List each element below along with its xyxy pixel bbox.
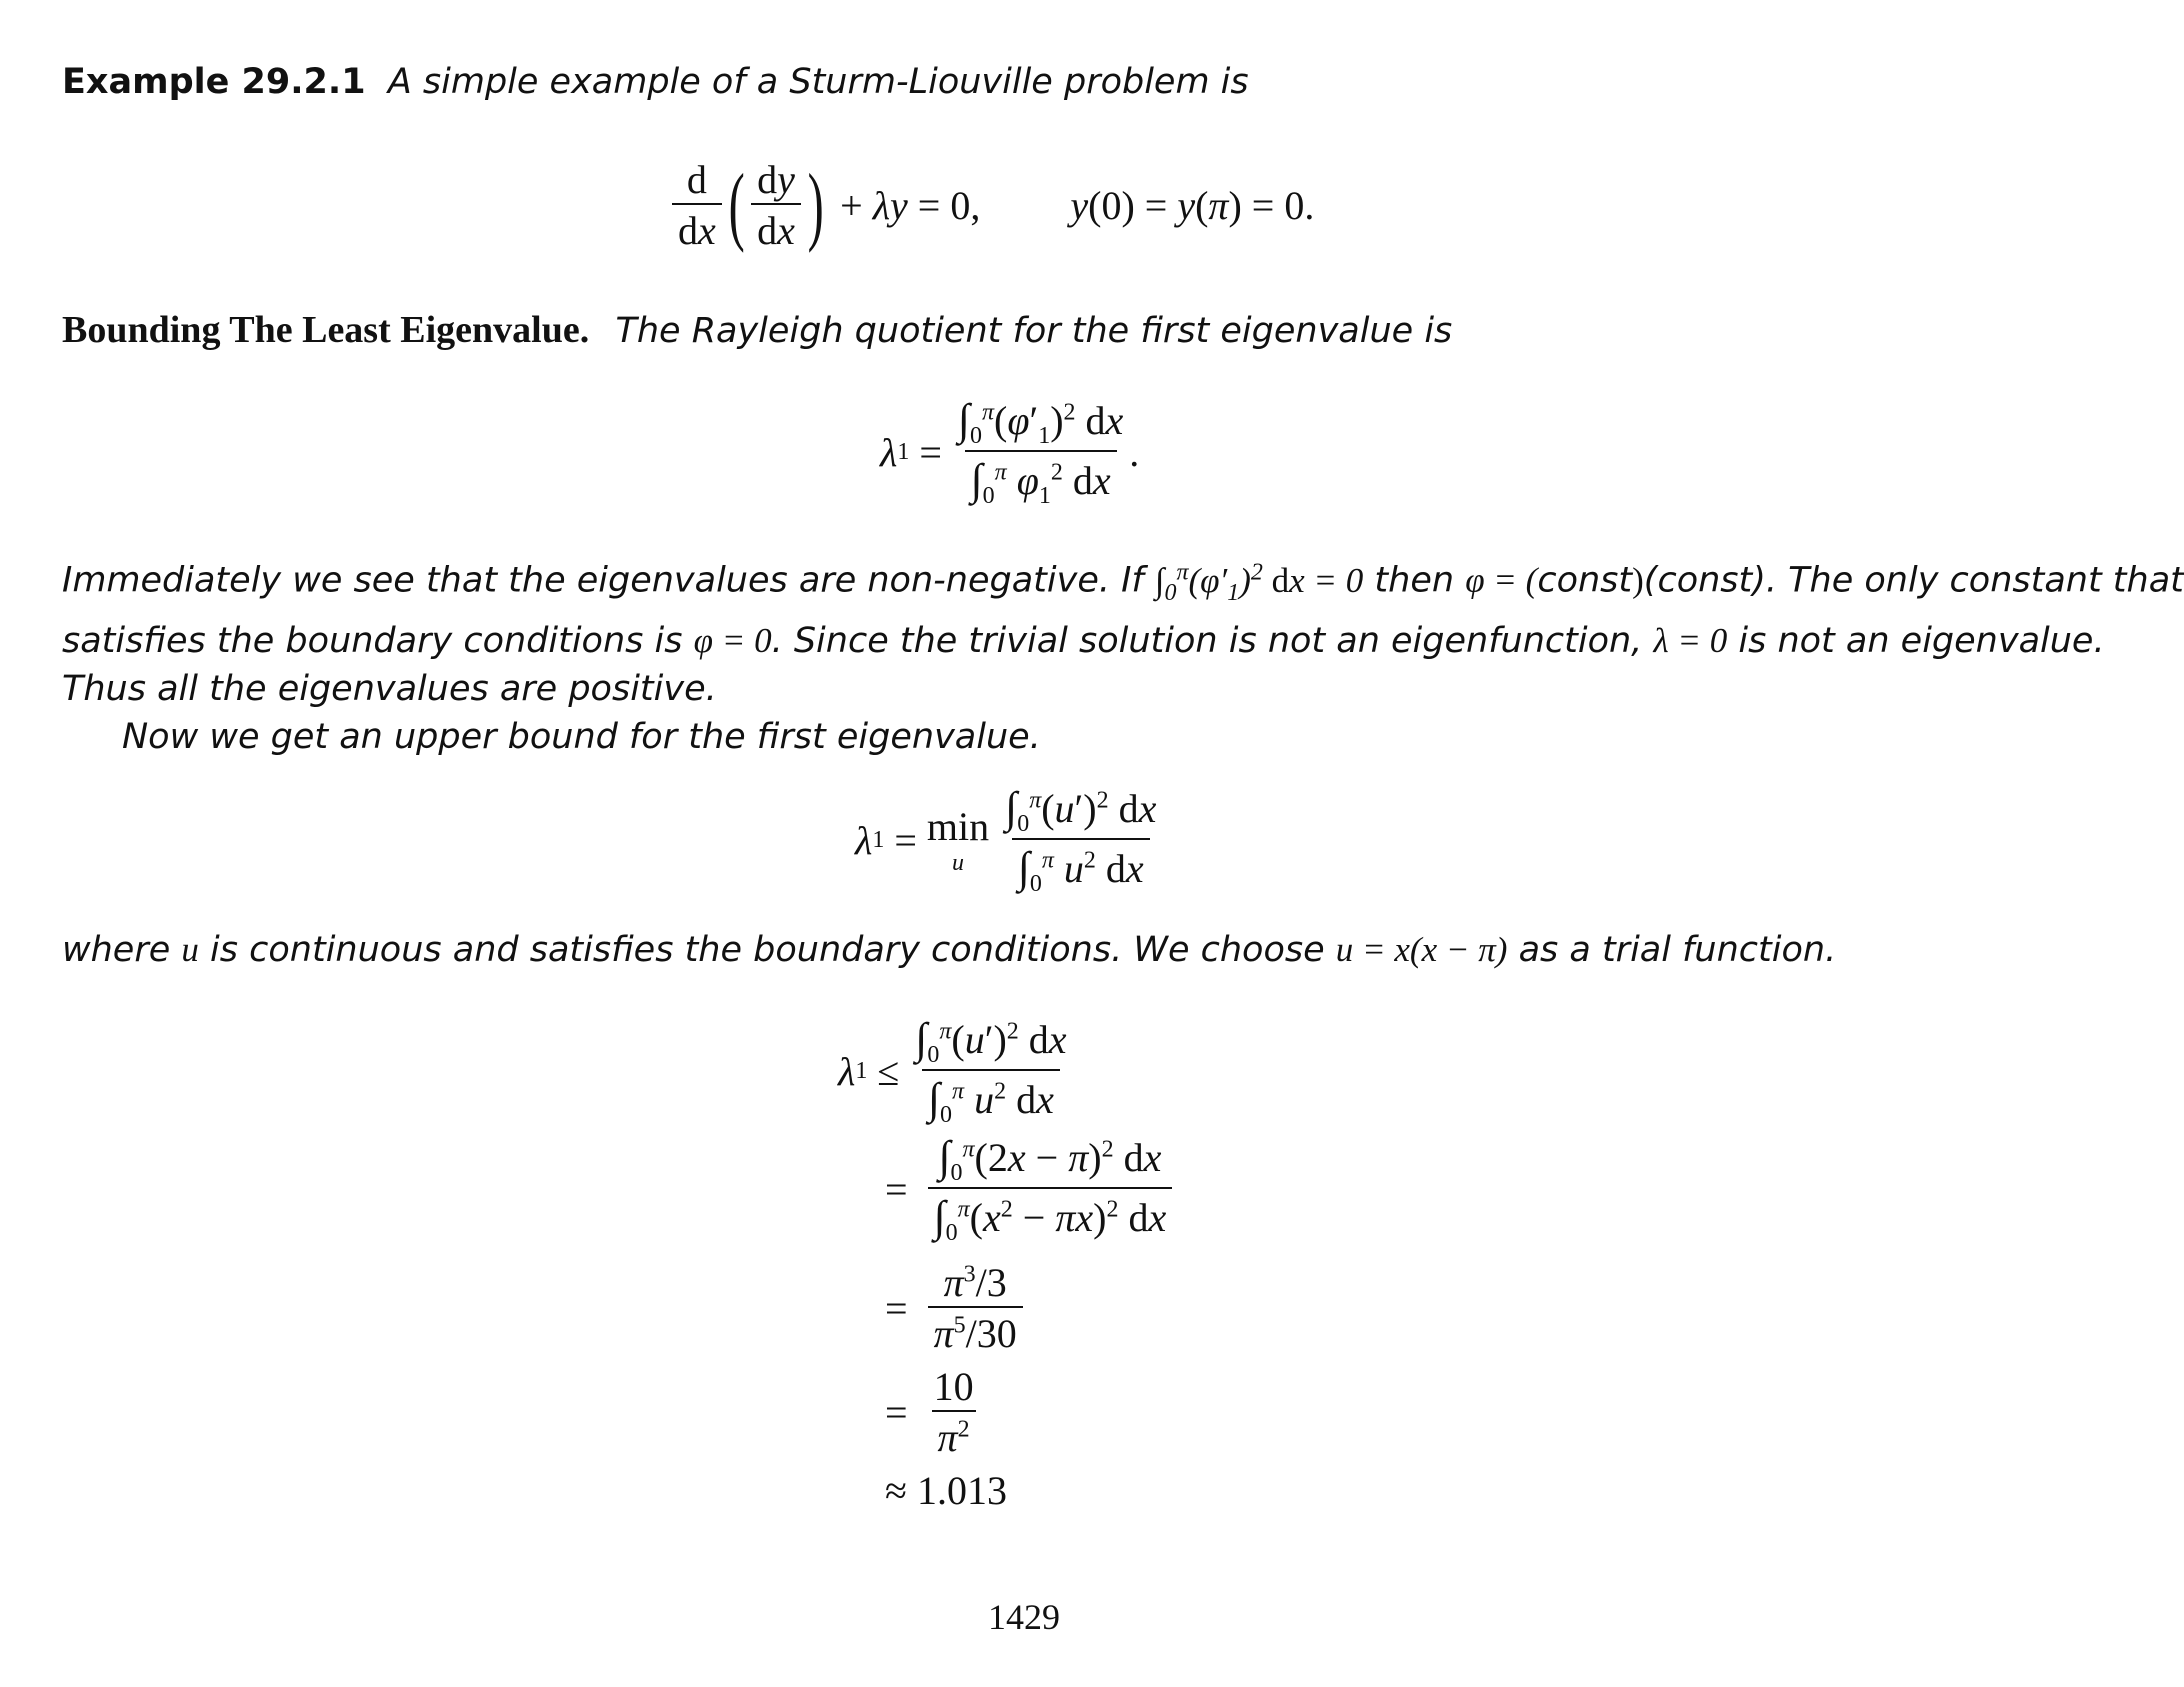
boundary-conditions: y(0) = y(π) = 0.	[1070, 182, 1315, 228]
derivation-step-3: = $\frac{\pi^3/3}{\pi^5/30}$	[885, 1258, 1023, 1358]
equation-min-quotient: λ 1 = min u $\frac{\int_0^\pi(u')^2 dx}{\int_0^\pi u^2 dx}$	[855, 783, 1157, 897]
derivation-step-4: = $\frac{10}{\pi^2}$	[885, 1362, 980, 1462]
example-label: Example 29.2.1	[62, 62, 366, 102]
example-intro-text: A simple example of a Sturm-Liouville problem is	[387, 62, 1249, 102]
equation-rayleigh-quotient: λ 1 = $\frac{\int_0^\pi(\varphi'_1)^2 dx}{\int_0^\pi \varphi_1^2 dx}$ .	[880, 395, 1140, 509]
frac-d-dx: $\frac{d}{dx}$	[672, 156, 722, 254]
derivation-step-1: λ 1 ≤ $\frac{\int_0^\pi(u')^2 dx}{\int_0^\pi u^2 dx}$	[838, 1014, 1067, 1128]
example-intro	[62, 62, 2002, 102]
section-text: The Rayleigh quotient for the first eigenvalue is	[615, 311, 1453, 351]
paragraph-trial-function: where u is continuous and satisfies the boundary conditions. We choose u = x(x − π) as a trial function.	[62, 930, 1837, 970]
paragraph-nonnegative: Immediately we see that the eigenvalues are non-negative. If $\int_0^\pi(\varphi'_1)^2$ dx = 0 then φ = (const)(const). The only constant that satisfies the boundary conditions is φ = 0. Since the trivial solution is not an eigenfunction, λ = 0 is not an eigenvalue. Thus all the eigenvalues are positive. Now we get an upper bound for the first eigenvalue.	[62, 559, 2184, 757]
derivation-step-5: ≈ 1.013	[885, 1467, 1007, 1513]
section-heading: Bounding The Least Eigenvalue.	[62, 309, 590, 351]
frac-dy-dx: $\frac{dy}{dx}$	[751, 156, 801, 254]
section-rayleigh	[62, 308, 2002, 352]
page-number: 1429	[988, 1597, 1060, 1637]
derivation-step-2: = $\frac{\int_0^\pi(2x - \pi)^2 dx}{\int_0^\pi(x^2 - \pi x)^2 dx}$	[885, 1134, 1172, 1244]
equation-sturm-liouville: $\frac{d}{dx}$ ( $\frac{dy}{dx}$ ) + λy = 0, y(0) = y(π) = 0.	[672, 150, 1314, 260]
